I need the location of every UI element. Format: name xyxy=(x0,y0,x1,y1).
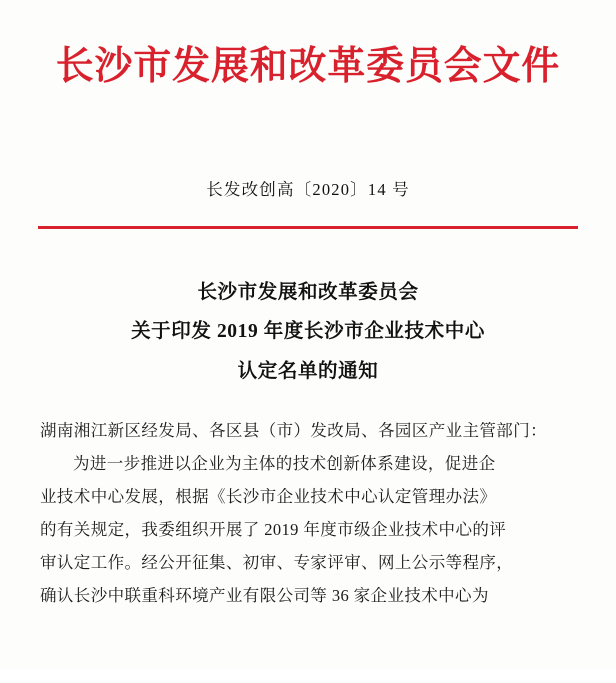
red-separator-rule xyxy=(38,226,578,229)
title-block xyxy=(0,273,616,393)
body-line-5: 确认长沙中联重科环境产业有限公司等 36 家企业技术中心为 xyxy=(40,586,489,606)
body-line-2: 业技术中心发展，根据《长沙市企业技术中心认定管理办法》 xyxy=(40,487,497,507)
document-number: 长发改创高〔2020〕14 号 xyxy=(206,180,410,200)
body-line-1: 为进一步推进以企业为主体的技术创新体系建设，促进企 xyxy=(73,454,496,474)
masthead-title: 长沙市发展和改革委员会文件 xyxy=(55,45,561,88)
heading-line-2: 关于印发 2019 年度长沙市企业技术中心 xyxy=(131,321,485,343)
heading-line-1: 长沙市发展和改革委员会 xyxy=(197,281,419,303)
body-line-4: 审认定工作。经公开征集、初审、专家评审、网上公示等程序， xyxy=(40,553,514,573)
body-text xyxy=(40,414,576,612)
heading-line-3: 认定名单的通知 xyxy=(237,361,379,383)
page-bottom-edge xyxy=(0,669,616,683)
masthead xyxy=(0,0,616,90)
body-line-3: 的有关规定，我委组织开展了 2019 年度市级企业技术中心的评 xyxy=(40,520,507,540)
body-line-recipients: 湖南湘江新区经发局、各区县（市）发改局、各园区产业主管部门： xyxy=(40,421,547,441)
